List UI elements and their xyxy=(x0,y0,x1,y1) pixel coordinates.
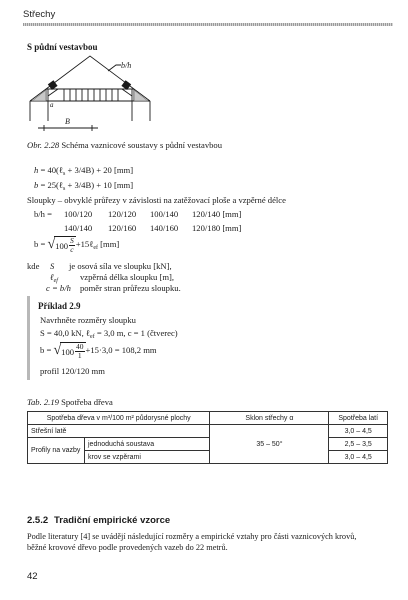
table-header-row xyxy=(28,412,388,425)
wood-consumption-table xyxy=(27,411,388,464)
paragraph-line-1: Podle literatury [4] se uvádějí následující rozměry a empirické vztahy pro části vaznicových krovů, xyxy=(27,532,357,541)
sloupky-r2c1: 140/140 xyxy=(64,223,93,233)
legend-l-symbol: ℓ$_{ef}$ xyxy=(50,272,58,284)
table-row xyxy=(28,425,388,438)
value-braces: 3,0 – 4,5 xyxy=(329,451,388,464)
value-simple: 2,5 – 3,5 xyxy=(329,438,388,451)
example-result: profil 120/120 mm xyxy=(40,366,105,376)
formula-h: h = 40(ℓ$_s$ + 3/4B) + 20 [mm] xyxy=(34,165,134,177)
example-calculation: b = √ 100 $\frac{40}{1}$ +15·3,0 = 108,2 mm xyxy=(40,342,157,360)
slope-value: 35 – 50° xyxy=(210,425,329,464)
section-heading: S půdní vestavbou xyxy=(27,42,98,52)
subsection-heading: 2.5.2 Tradiční empirické vzorce xyxy=(27,515,171,526)
sloupky-r2c2: 120/160 xyxy=(108,223,137,233)
running-header: Střechy xyxy=(23,9,56,20)
label-a: a xyxy=(50,101,54,109)
formula-column-size: b = √ 100 $\frac{S}{c}$ +15ℓ$_{ef}$ [mm] xyxy=(34,236,120,254)
table-row xyxy=(28,438,388,451)
row-profily-label: Profily na vazby xyxy=(28,438,85,464)
example-title: Příklad 2.9 xyxy=(38,301,81,311)
legend-c-symbol: c = b/h xyxy=(46,283,71,293)
sloupky-intro: Sloupky – obvyklé průřezy v závislosti na zatěžovací ploše a vzpěrné délce xyxy=(27,195,286,205)
sloupky-r2c3: 140/160 xyxy=(150,223,179,233)
example-task: Navrhněte rozměry sloupku xyxy=(40,315,136,325)
figure-caption: Obr. 2.28 Schéma vaznicové soustavy s půdní vestavbou xyxy=(27,140,223,150)
legend-s-desc: je osová síla ve sloupku [kN], xyxy=(69,261,172,271)
legend-s-symbol: S xyxy=(50,261,55,271)
paragraph-line-2: běžné krovové dřevo podle provedených vazeb do 22 metrů. xyxy=(27,543,228,552)
legend-l-desc: vzpěrná délka sloupku [m], xyxy=(80,272,175,282)
header-consumption: Spotřeba dřeva v m³/100 m² půdorysné plochy xyxy=(28,412,210,425)
sloupky-r1c2: 120/120 xyxy=(108,209,137,219)
label-B: B xyxy=(65,117,70,126)
sloupky-r1c3: 100/140 xyxy=(150,209,179,219)
sub-braces: krov se vzpěrami xyxy=(85,451,210,464)
legend-kde: kde xyxy=(27,261,40,271)
roof-truss-figure xyxy=(24,52,154,136)
page-number: 42 xyxy=(27,571,38,582)
table-caption: Tab. 2.19 Spotřeba dřeva xyxy=(27,397,113,407)
example-given: S = 40,0 kN, ℓ$_{ef}$ = 3,0 m, c = 1 (čtverec) xyxy=(40,328,178,340)
sloupky-r2c4: 120/180 [mm] xyxy=(192,223,242,233)
header-rule xyxy=(23,23,393,26)
sloupky-label: b/h = xyxy=(34,209,52,219)
row-late-label: Střešní latě xyxy=(28,425,210,438)
formula-b: b = 25(ℓ$_s$ + 3/4B) + 10 [mm] xyxy=(34,180,134,192)
value-late: 3,0 – 4,5 xyxy=(329,425,388,438)
header-laths: Spotřeba latí xyxy=(329,412,388,425)
sub-simple: jednoduchá soustava xyxy=(85,438,210,451)
sloupky-r1c1: 100/120 xyxy=(64,209,93,219)
label-bh: b/h xyxy=(121,61,132,70)
header-slope: Sklon střechy α xyxy=(210,412,329,425)
sloupky-r1c4: 120/140 [mm] xyxy=(192,209,242,219)
legend-c-desc: poměr stran průřezu sloupku. xyxy=(80,283,181,293)
